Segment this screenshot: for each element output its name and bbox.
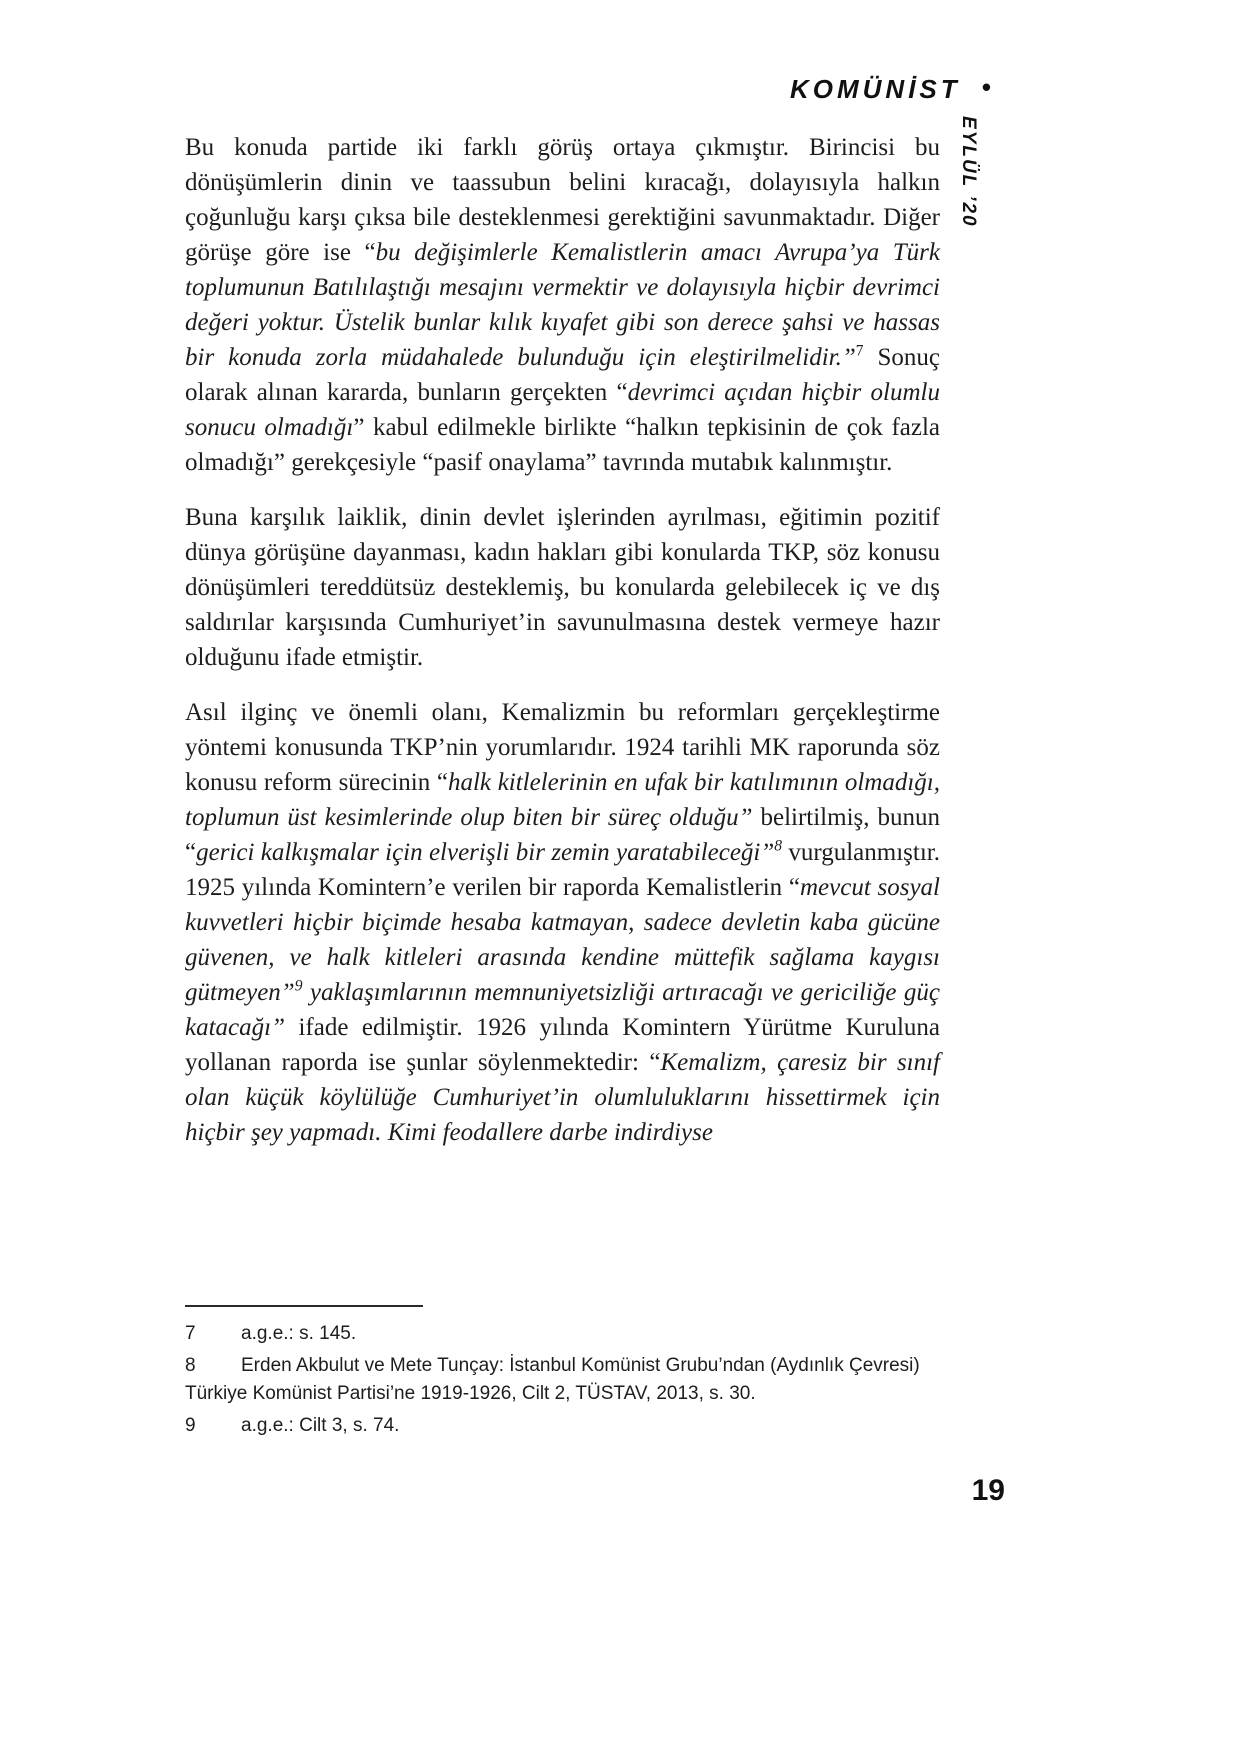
text-run: ” kabul edilmekle birlikte “halkın tepkisinin de çok fazla olmadığı” gerekçesiyle “pasif onaylama” tavrında mutabık kalınmıştır. (185, 414, 941, 476)
footnote-ref: 7 (855, 342, 864, 360)
footnote-text: Erden Akbulut ve Mete Tunçay: İstanbul Komünist Grubu’ndan (Aydınlık Çevresi) Türkiye Komünist Partisi’ne 1919-1926, Cilt 2, TÜSTAV, 2013, s. 30. (185, 1355, 920, 1404)
text-run: halk kitlelerinin en ufak bir katılımının olmadığı, toplumun üst kesimlerinde olup biten bir süreç olduğu” (185, 769, 940, 831)
paragraph (185, 500, 940, 675)
paragraph (185, 130, 940, 480)
text-run: gerici kalkışmalar için elverişli bir zemin yaratabileceği” (196, 839, 775, 866)
footnote-number: 9 (185, 1415, 196, 1436)
footnote (185, 1352, 943, 1408)
footnote-separator (185, 1305, 423, 1307)
footnote-ref: 9 (294, 977, 303, 995)
text-run: Kemalizm, çaresiz bir sınıf olan küçük köylülüğe Cumhuriyet’in olumluluklarını hissettirmek için hiçbir şey yapmadı. Kimi feodallere darbe indirdiyse (185, 1049, 941, 1146)
text-run: Buna karşılık laiklik, dinin devlet işlerinden ayrılması, eğitimin pozitif dünya görüşüne dayanması, kadın hakları gibi konularda TKP, söz konusu dönüşümleri tereddütsüz desteklemiş, bu konularda gelebilecek iç ve dış saldırılar karşısında Cumhuriyet’in savunulmasına destek vermeye hazır olduğunu ifade etmiştir. (185, 504, 940, 671)
footnote (185, 1320, 943, 1348)
footnote-number: 8 (185, 1355, 196, 1376)
page-number: 19 (971, 1474, 1005, 1507)
text-run: vurgulanmıştır. 1925 yılında Komintern’e verilen bir raporda Kemalistlerin “ (185, 839, 940, 901)
text-run: devrimci açıdan hiçbir olumlu sonucu olmadığı (185, 379, 940, 441)
journal-title: KOMÜNİST (789, 74, 961, 104)
issue-date-label: EYLÜL ’20 (958, 116, 979, 228)
text-run: mevcut sosyal kuvvetleri hiçbir biçimde hesaba katmayan, sadece devletin kaba gücüne güvenen, ve halk kitleleri arasında kendine müttefik sağlama kaygısı gütmeyen” (185, 874, 941, 1006)
text-run: Asıl ilginç ve önemli olanı, Kemalizmin bu reformları gerçekleştirme yöntemi konusunda TKP’nin yorumlarıdır. 1924 tarihli MK raporunda söz konusu reform sürecinin “ (185, 699, 940, 796)
text-run: bu değişimlerle Kemalistlerin amacı Avrupa’ya Türk toplumunun Batılılaştığı mesajını vermektir ve dolayısıyla hiçbir devrimci değeri yoktur. Üstelik bunlar kılık kıyafet gibi son derece şahsi ve hassas bir konuda zorla müdahalede bulunduğu için eleştirilmelidir.” (185, 239, 940, 371)
masthead (790, 74, 991, 105)
paragraph (185, 695, 940, 1150)
footnote-number: 7 (185, 1323, 196, 1344)
footnote-text: a.g.e.: Cilt 3, s. 74. (241, 1415, 400, 1436)
footnote-ref: 8 (774, 837, 783, 855)
footnotes-list (185, 1320, 943, 1444)
text-run: Sonuç olarak alınan kararda, bunların gerçekten “ (185, 344, 941, 406)
body-paragraphs (185, 130, 940, 1150)
text-run: Bu konuda partide iki farklı görüş ortaya çıkmıştır. Birincisi bu dönüşümlerin dinin ve taassubun belini kıracağı, dolayısıyla halkın çoğunluğu karşı çıksa bile desteklenmesi gerektiğini savunmaktadır. Diğer görüşe göre ise “ (185, 134, 940, 266)
footnote-text: a.g.e.: s. 145. (241, 1323, 357, 1344)
footnote (185, 1412, 943, 1440)
text-run: ifade edilmiştir. 1926 yılında Komintern Yürütme Kuruluna yollanan raporda ise şunlar söylenmektedir: “ (185, 1014, 940, 1076)
bullet-icon: • (981, 72, 991, 102)
text-run: yaklaşımlarının memnuniyetsizliği artıracağı ve gericiliğe güç katacağı” (185, 979, 940, 1041)
text-run: belirtilmiş, bunun “ (185, 804, 940, 866)
